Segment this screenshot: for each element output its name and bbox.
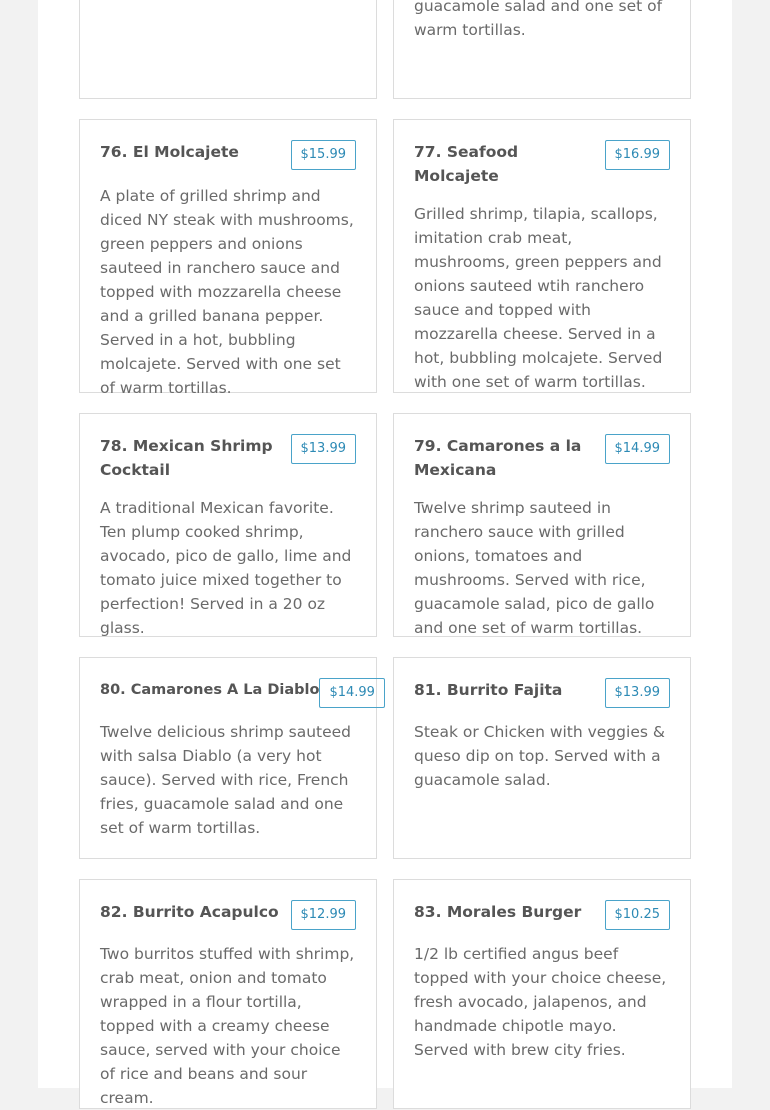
menu-card-partial-right [393, 0, 691, 99]
menu-item-description [414, 0, 670, 42]
menu-item-description: Two burritos stuffed with shrimp, crab meat, onion and tomato wrapped in a flour tortilla, topped with a creamy cheese sauce, served with your choice of rice and beans and sour cream. [100, 945, 355, 1107]
menu-card-80 [79, 657, 377, 859]
menu-item-title: 79. Camarones a la Mexicana [414, 437, 582, 479]
menu-card-83 [393, 879, 691, 1109]
menu-item-title: 82. Burrito Acapulco [100, 903, 279, 921]
partial-description-text: guacamole salad and one set of warm tortillas. [414, 0, 663, 39]
menu-card-77 [393, 119, 691, 393]
menu-item-title: 76. El Molcajete [100, 143, 239, 161]
menu-item-price-badge: $14.99 [605, 434, 671, 464]
menu-item-price-badge: $16.99 [605, 140, 671, 170]
menu-item-title: 83. Morales Burger [414, 903, 582, 921]
menu-item-title: 81. Burrito Fajita [414, 681, 563, 699]
menu-item-price-badge: $14.99 [319, 678, 385, 708]
menu-item-description: Twelve delicious shrimp sauteed with salsa Diablo (a very hot sauce). Served with rice, French fries, guacamole salad and one set of warm tortillas. [100, 723, 352, 837]
menu-item-price-badge: $10.25 [605, 900, 671, 930]
menu-item-title: 77. Seafood Molcajete [414, 143, 519, 185]
menu-page [38, 0, 732, 1107]
menu-item-price-badge: $13.99 [605, 678, 671, 708]
menu-item-description: A plate of grilled shrimp and diced NY steak with mushrooms, green peppers and onions sauteed in ranchero sauce and topped with mozzarella cheese and a grilled banana pepper. Served in a hot, bubbling molcajete. Served with one set of warm tortillas. [100, 187, 354, 397]
menu-card-82 [79, 879, 377, 1109]
menu-item-description: Grilled shrimp, tilapia, scallops, imitation crab meat, mushrooms, green peppers and onions sauteed wtih ranchero sauce and topped with mozzarella cheese. Served in a hot, bubbling molcajete. Served with one set of warm tortillas. [414, 205, 663, 391]
menu-item-title: 80. Camarones A La Diablo [100, 682, 320, 698]
menu-item-title: 78. Mexican Shrimp Cocktail [100, 437, 273, 479]
menu-item-description: A traditional Mexican favorite. Ten plump cooked shrimp, avocado, pico de gallo, lime and tomato juice mixed together to perfection! Served in a 20 oz glass. [100, 499, 352, 637]
menu-card-79 [393, 413, 691, 637]
menu-item-description: Steak or Chicken with veggies & queso dip on top. Served with a guacamole salad. [414, 723, 665, 789]
menu-card-78 [79, 413, 377, 637]
menu-card-partial-left [79, 0, 377, 99]
menu-card-76 [79, 119, 377, 397]
menu-item-price-badge: $15.99 [291, 140, 357, 170]
menu-item-description: 1/2 lb certified angus beef topped with your choice cheese, fresh avocado, jalapenos, and handmade chipotle mayo. Served with brew city fries. [414, 945, 667, 1059]
menu-item-price-badge: $12.99 [291, 900, 357, 930]
menu-card-81 [393, 657, 691, 859]
menu-item-price-badge: $13.99 [291, 434, 357, 464]
menu-item-description: Twelve shrimp sauteed in ranchero sauce with grilled onions, tomatoes and mushrooms. Served with rice, guacamole salad, pico de gallo and one set of warm tortillas. [414, 499, 655, 637]
